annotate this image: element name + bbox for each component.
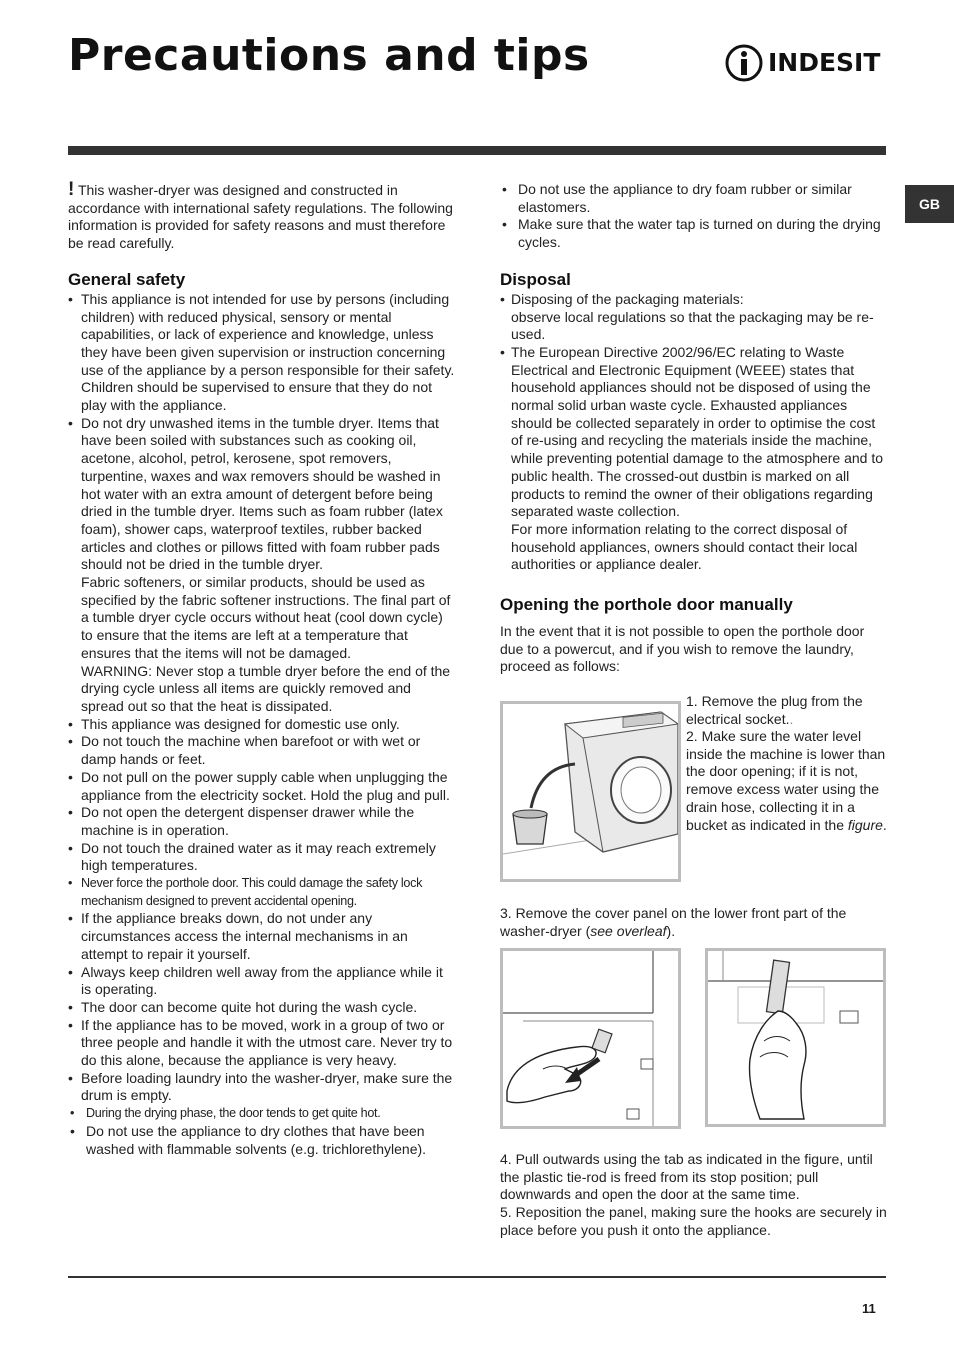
warning-mark: ! [68, 179, 75, 200]
warning-note: WARNING: Never stop a tumble dryer before the end of the drying cycle unless all items are quickly removed and spread out so that the heat is dissipated. [81, 662, 451, 714]
intro-paragraph [68, 181, 456, 253]
step-2-text: 2. Make sure the water level inside the machine is lower than the door opening; if it is not, remove excess water using the drain hose, collecting it in a bucket as indicated in the [686, 728, 886, 833]
left-column [68, 181, 456, 1158]
list-item: • Do not touch the drained water as it may reach extremely high temperatures. [68, 840, 456, 875]
step-2-end: . [882, 816, 887, 833]
brand-logo [724, 42, 890, 84]
softener-note: Fabric softeners, or similar products, should be used as specified by the fabric softener instructions. The final part of a tumble dryer cycle occurs without heat (cool down cycle) to ensure that the items are left at a temperature that ensures that the items will not be damaged. [81, 574, 451, 661]
panel-removal-figure [500, 948, 681, 1129]
weee-text: The European Directive 2002/96/EC relating to Waste Electrical and Electronic Equipment (WEEE) states that household appliances should not be disposed of using the normal solid urban waste cycle. Exhausted appliances should be collected separately in order to optimise the cost of re-using and recycling the materials inside the machine, while preventing potential damage to the atmosphere and to public health. The crossed-out dustbin is marked on all products to remind the owner of their obligations regarding separated waste collection. [511, 343, 884, 520]
step-1-dot: . [789, 710, 794, 727]
list-item-text: Do not dry unwashed items in the tumble dryer. Items that have been soiled with substances such as cooking oil, acetone, alcohol, petrol, kerosene, spot removers, turpentine, waxes and wax removers should be washed in hot water with an extra amount of detergent before being dried in the tumble dryer. Items such as foam rubber (latex foam), shower caps, waterproof textiles, rubber backed articles and clothes or pillows fitted with foam rubber pads should not be dried in the tumble dryer. [81, 414, 443, 573]
list-item: • Do not pull on the power supply cable when unplugging the appliance from the electricity socket. Hold the plug and pull. [68, 769, 456, 804]
step-1 [686, 693, 888, 728]
step-2-emphasis: figure [847, 816, 883, 833]
step-3-emphasis: see overleaf [590, 922, 667, 939]
list-item [500, 344, 888, 574]
drying-tips-list [500, 181, 888, 252]
step-4: 4. Pull outwards using the tab as indicated in the figure, until the plastic tie-rod is freed from its stop position; pull downwards and open the door at the same time. [500, 1151, 873, 1203]
porthole-intro: In the event that it is not possible to open the porthole door due to a powercut, and if you wish to remove the laundry, proceed as follows: [500, 623, 865, 675]
list-item: • Always keep children well away from the appliance while it is operating. [68, 964, 456, 999]
list-item: • Do not use the appliance to dry foam rubber or similar elastomers. [500, 181, 888, 216]
list-item: • Before loading laundry into the washer-dryer, make sure the drum is empty. [68, 1070, 456, 1105]
step-2 [686, 728, 888, 834]
step-3-text: 3. Remove the cover panel on the lower front part of the washer-dryer ( [500, 905, 847, 939]
porthole-heading: Opening the porthole door manually [500, 595, 793, 615]
list-item: • If the appliance breaks down, do not under any circumstances access the internal mechanisms in an attempt to repair it yourself. [68, 910, 456, 963]
pull-tab-figure [705, 948, 886, 1127]
step-5: 5. Reposition the panel, making sure the hooks are securely in place before you push it onto the appliance. [500, 1204, 887, 1238]
list-item: • If the appliance has to be moved, work in a group of two or three people and handle it with the utmost care. Never try to do this alone, because the appliance is very heavy. [68, 1017, 456, 1070]
page-title: Precautions and tips [68, 30, 590, 81]
right-column [500, 181, 888, 676]
general-safety-list-continued [68, 1105, 456, 1158]
disposal-list [500, 291, 888, 574]
list-item: • During the drying phase, the door tends to get quite hot. [68, 1105, 456, 1123]
general-safety-list [68, 291, 456, 1105]
step-3-end: ). [666, 922, 676, 939]
page-number: 11 [862, 1301, 876, 1316]
drain-hose-figure [500, 701, 681, 882]
general-safety-heading: General safety [68, 269, 186, 289]
weee-more-info: For more information relating to the correct disposal of household appliances, owners should contact their local authorities or appliance dealer. [511, 520, 858, 573]
indesit-logo-icon [724, 43, 764, 83]
disposal-heading: Disposal [500, 269, 571, 289]
language-tab: GB [905, 185, 954, 223]
brand-name: INDESIT [768, 48, 881, 77]
packaging-text: observe local regulations so that the packaging may be re-used. [511, 308, 874, 343]
list-item: • Make sure that the water tap is turned on during the drying cycles. [500, 216, 888, 251]
step-3 [500, 905, 890, 940]
list-item: • Do not open the detergent dispenser drawer while the machine is in operation. [68, 804, 456, 839]
list-item: • Do not use the appliance to dry clothes that have been washed with flammable solvents (e.g. trichlorethylene). [68, 1123, 456, 1158]
list-item: • Do not touch the machine when barefoot or with wet or damp hands or feet. [68, 733, 456, 768]
bottom-divider [68, 1276, 886, 1278]
list-item: • This appliance is not intended for use by persons (including children) with reduced physical, sensory or mental capabilities, or lack of experience and knowledge, unless they have been given supervision or instruction concerning use of the appliance by a person responsible for their safety. Children should be supervised to ensure that they do not play with the appliance. [68, 291, 456, 415]
pull-tab-illustration [708, 951, 883, 1124]
intro-text: This washer-dryer was designed and constructed in accordance with international safety regulations. The following information is provided for safety reasons and must therefore be read carefully. [68, 182, 453, 252]
list-item [68, 415, 456, 716]
step-1-text: 1. Remove the plug from the electrical socket. [686, 693, 863, 727]
list-item: • Never force the porthole door. This could damage the safety lock mechanism designed to prevent accidental opening. [68, 875, 456, 910]
packaging-title: Disposing of the packaging materials: [511, 290, 744, 307]
washer-drain-illustration [503, 704, 678, 879]
list-item: • The door can become quite hot during the wash cycle. [68, 999, 456, 1017]
top-divider [68, 146, 886, 155]
list-item: • This appliance was designed for domestic use only. [68, 716, 456, 734]
list-item [500, 291, 888, 344]
panel-removal-illustration [503, 951, 678, 1126]
